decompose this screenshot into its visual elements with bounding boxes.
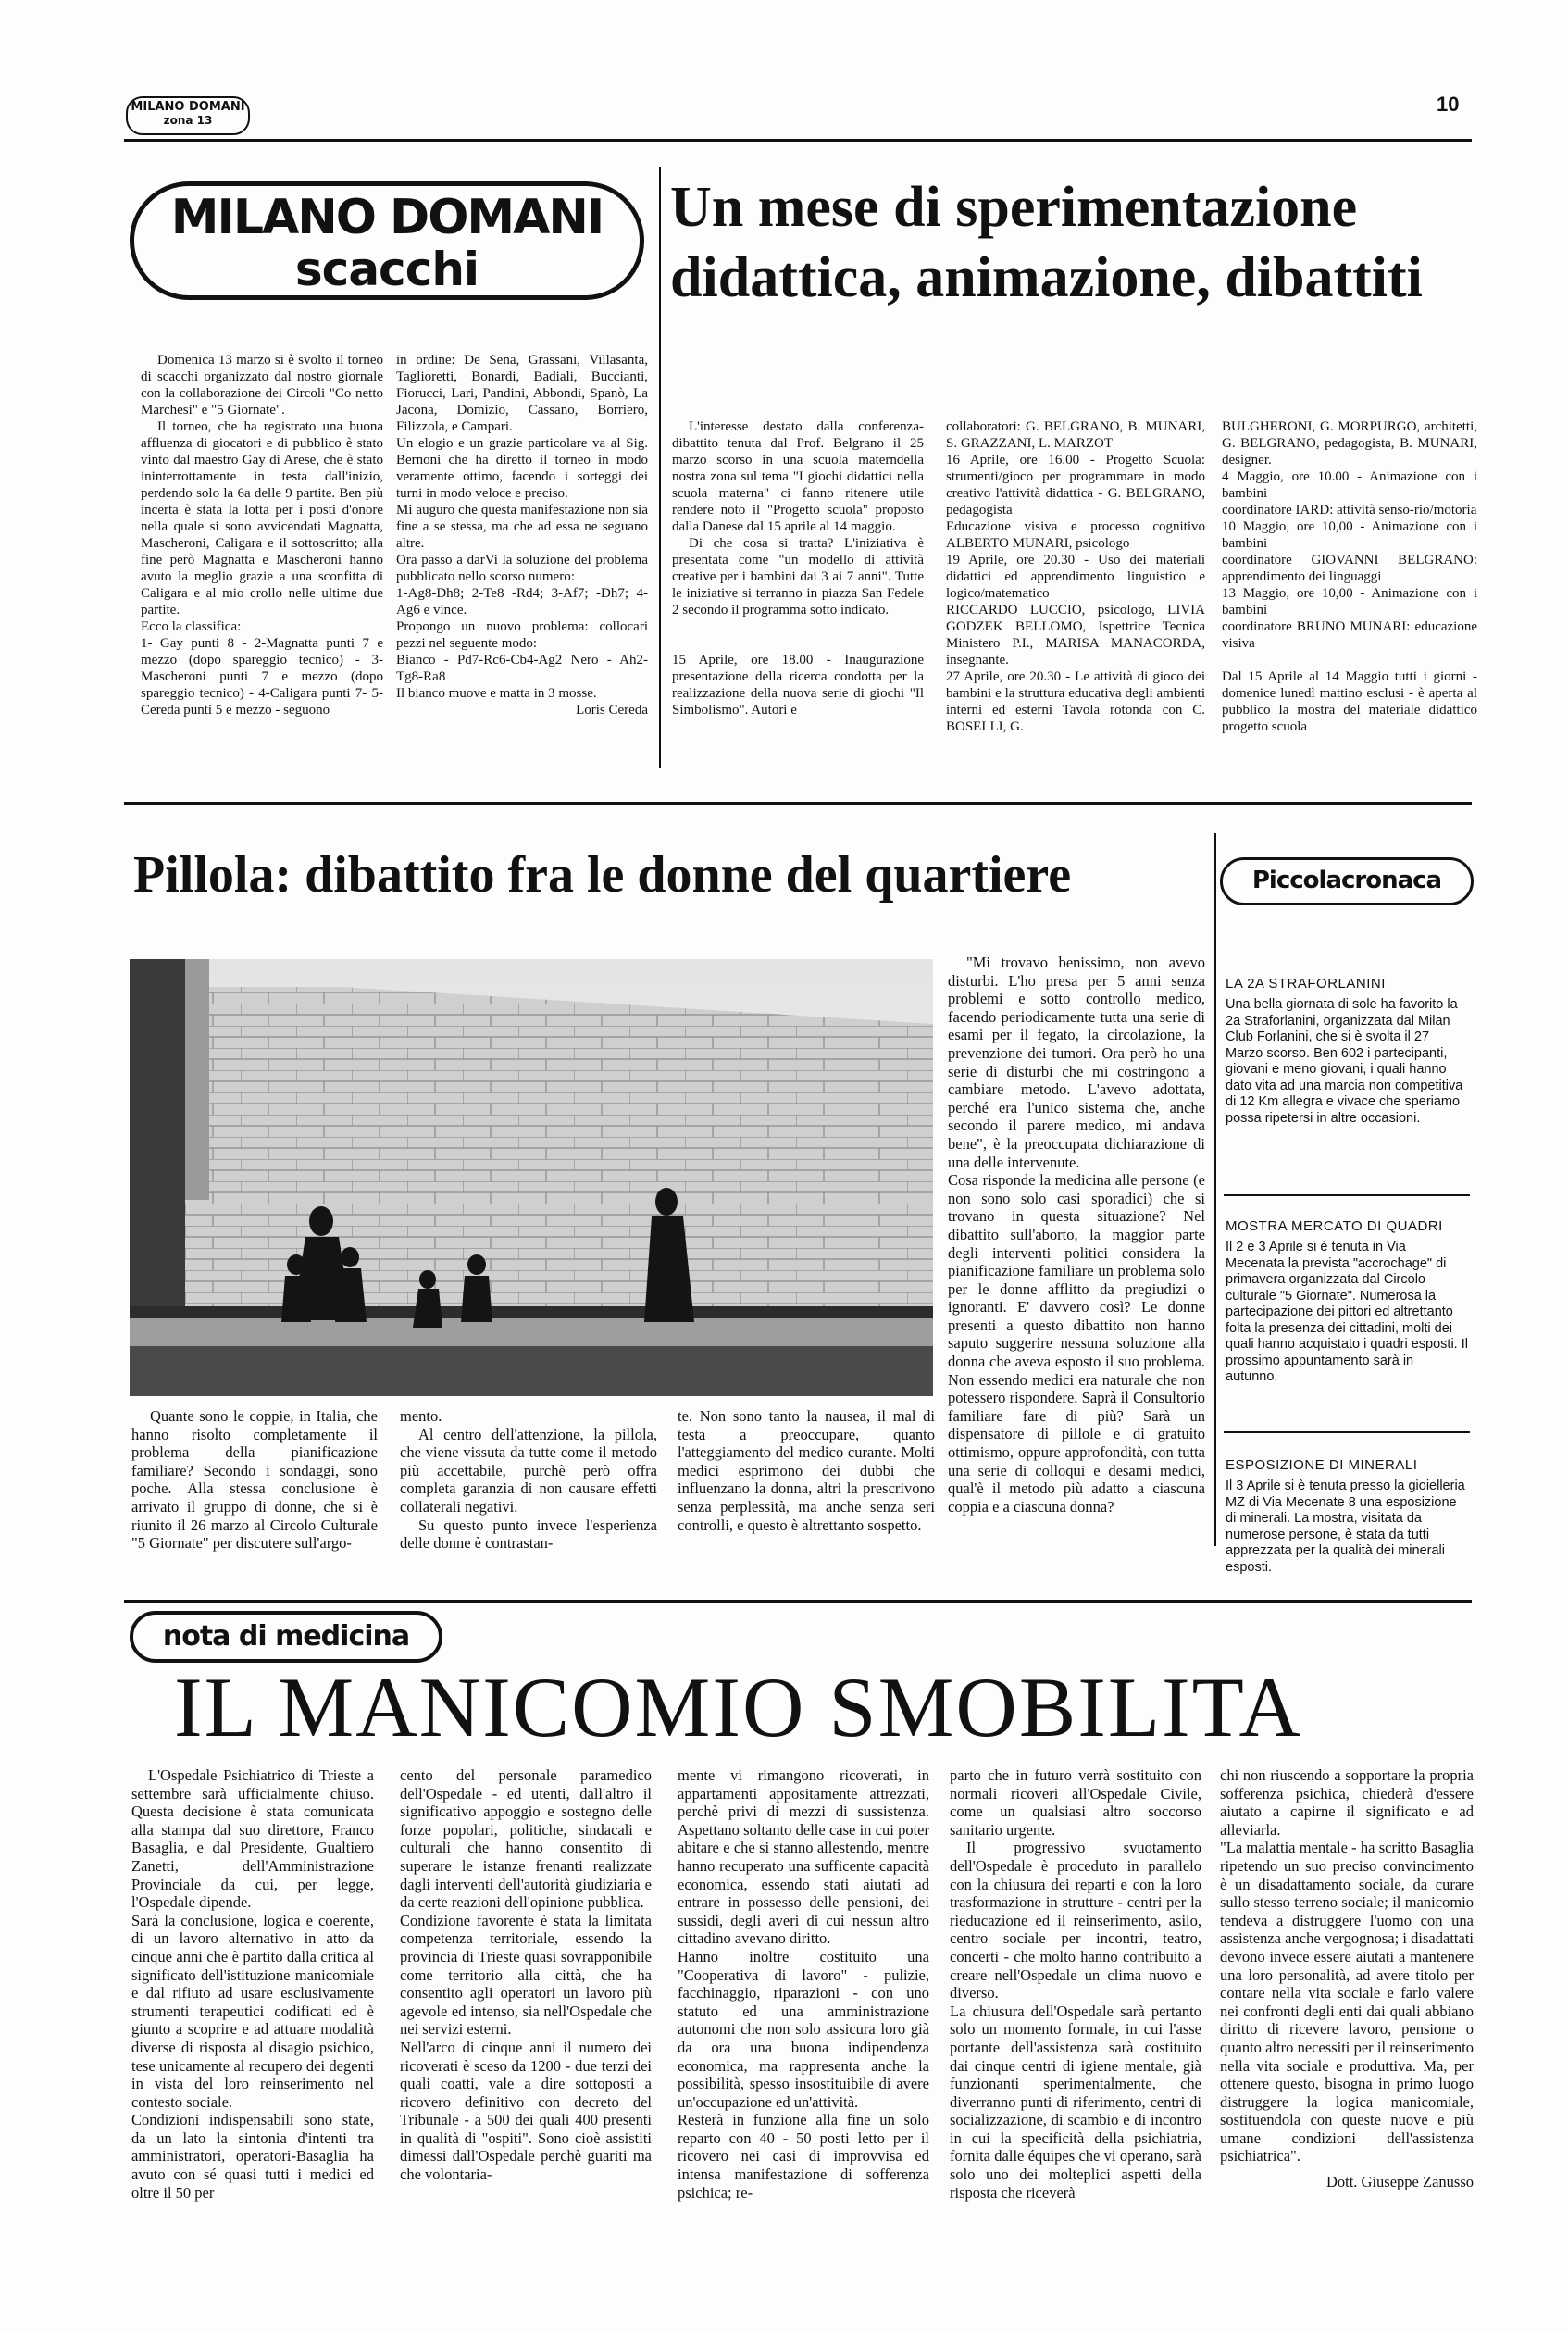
piccolacronaca-divider bbox=[1224, 1194, 1470, 1196]
manicomio-col1 bbox=[131, 1766, 374, 2211]
paragraph: Nell'arco di cinque anni il numero dei ricoverati è sceso da 1200 - due terzi dei quali coatti, vale a dire sottoposti a ricovero definitivo con decreto del Tribunale - a 500 dei quali 400 presenti in qualità di "ospiti". Sono cioè assistiti dimessi dall'Ospedale perchè guariti ma che volontaria- bbox=[400, 2038, 652, 2184]
paragraph: 10 Maggio, ore 10,00 - Animazione con i bambini bbox=[1222, 519, 1477, 551]
scacchi-logo-subtitle: scacchi bbox=[294, 243, 479, 296]
paragraph: cento del personale paramedico dell'Ospedale - ed utenti, dall'altro il significativo appoggio e sostegno delle forze popolari, politiche, sindacali e culturali che hanno consentito di superare le istanze frenanti realizzate dagli interventi dell'autorità giudiziaria e da certe reazioni dell'opinione pubblica. bbox=[400, 1766, 652, 1912]
paragraph: Dal 15 Aprile al 14 Maggio tutti i giorni - domenice lunedì mattino esclusi - è aperta al pubblico la mostra del materiale didattico progetto scuola bbox=[1222, 669, 1477, 734]
item-body: Il 3 Aprile si è tenuta presso la gioielleria MZ di Via Mecenate 8 una esposizione di minerali. La mostra, visitata da numerose persone, è stata da tutti apprezzata per la qualità dei minerali esposti. bbox=[1226, 1478, 1465, 1575]
piccolacronaca-logo bbox=[1220, 857, 1474, 905]
paragraph: parto che in futuro verrà sostituito con normali ricoveri all'Ospedale Civile, come un qualsiasi altro soccorso sanitario urgente. bbox=[950, 1766, 1201, 1839]
paragraph: Condizione favorente è stata la limitata competenza territoriale, essendo la provincia di Trieste quasi sovrapponibile come territorio alla città, che ha consentito agli operatori un lavoro più agevole ed intenso, sia nell'Ospedale che nei servizi esterni. bbox=[400, 1911, 652, 2039]
item-title: ESPOSIZIONE DI MINERALI bbox=[1226, 1457, 1418, 1473]
piccolacronaca-title: Piccolacronaca bbox=[1251, 867, 1442, 894]
paragraph: Educazione visiva e processo cognitivo ALBERTO MUNARI, psicologo bbox=[946, 519, 1205, 551]
sperimentazione-col1 bbox=[672, 418, 924, 763]
scacchi-logo-title: MILANO DOMANI bbox=[170, 190, 604, 245]
paragraph: La chiusura dell'Ospedale sarà pertanto solo un momento formale, in cui l'asse portante dell'assistenza sarà costituito dai cinque centri di igiene mentale, già funzionanti sperimentalmente, che diverranno punti di riferimento, centri di socializzazione, di scambio e di incontro in cui la specificità della psichiatria, fornita dalle équipes che vi operano, sarà solo uno dei molteplici aspetti della risposta che riceverà bbox=[950, 2002, 1201, 2202]
paragraph: 1- Gay punti 8 - 2-Magnatta punti 7 e mezzo (dopo spareggio tecnico) - 3-Mascheroni punti 7 e mezzo (dopo spareggio tecnico) - 4-Caligara punti 7- 5-Cereda punti 5 e mezzo - seguono bbox=[141, 636, 383, 717]
paragraph: RICCARDO LUCCIO, psicologo, LIVIA GODZEK BELLOMO, Ispettrice Tecnica Ministero P.I., MARISA MANACORDA, insegnante. bbox=[946, 603, 1205, 667]
manicomio-col4 bbox=[950, 1766, 1201, 2211]
paragraph: L'Ospedale Psichiatrico di Trieste a settembre sarà ufficialmente chiuso. Questa decisione è stata comunicata alla stampa dal suo direttore, Franco Basaglia, e dal Presidente, Gualtiero Zanetti, dell'Amministrazione Provinciale da cui, per legge, l'Ospedale dipende. bbox=[131, 1766, 374, 1912]
page-number: 10 bbox=[1437, 93, 1460, 116]
paragraph: Condizioni indispensabili sono state, da un lato la sintonia d'intenti tra amministratori, operatori-Basaglia ha avuto con sé quasi tutti i medici ed oltre il 50 per bbox=[131, 2111, 374, 2202]
pillola-bottom-col3 bbox=[678, 1407, 935, 1541]
paragraph: collaboratori: G. BELGRANO, B. MUNARI, S. GRAZZANI, L. MARZOT bbox=[946, 419, 1205, 451]
header-rule bbox=[124, 139, 1472, 142]
piccolacronaca-item bbox=[1226, 1457, 1468, 1576]
masthead-zone: zona 13 bbox=[163, 114, 213, 127]
paragraph: "La malattia mentale - ha scritto Basaglia ripetendo un suo preciso convincimento è un disadattamento sociale, da curare sullo stesso terreno sociale; il manicomio tendeva a distruggere l'uomo con una assistenza anche vergognosa; i disadattati devono invece essere aiutati a mantenere una loro personalità, ad avere titolo per contare nella vita sociale e farlo valere nei confronti degli enti dai quali abbiano diritto di ricevere lavoro, pensione o quanto altro necessiti per il reinserimento nella vita sociale e produttiva. Ma, per ottenere questo, bisogna in primo luogo distruggere la logica manicomiale, sostituendola con queste nuove e più umane condizioni dell'assistenza psichiatrica". bbox=[1220, 1839, 1474, 2165]
paragraph: 13 Maggio, ore 10,00 - Animazione con i bambini bbox=[1222, 586, 1477, 618]
paragraph: Domenica 13 marzo si è svolto il torneo di scacchi organizzato dal nostro giornale con la collaborazione dei Circoli "Co netto Marchesi" e "5 Giornate". bbox=[141, 353, 383, 418]
paragraph: Mi auguro che questa manifestazione non sia fine a se stessa, ma che ad essa ne seguano altre. bbox=[396, 503, 648, 551]
paragraph: Su questo punto invece l'esperienza delle donne è contrastan- bbox=[400, 1516, 657, 1553]
paragraph: 27 Aprile, ore 20.30 - Le attività di gioco dei bambini e la struttura educativa degli ambienti interni ed esterni Tavola rotonda con C. BOSELLI, G. bbox=[946, 669, 1205, 734]
paragraph: mento. bbox=[400, 1407, 442, 1425]
paragraph: 1-Ag8-Dh8; 2-Te8 -Rd4; 3-Af7; -Dh7; 4-Ag6 e vince. bbox=[396, 586, 648, 618]
paragraph: chi non riuscendo a sopportare la propria sofferenza psichica, chiederà d'essere aiutato a capirne il significato e ad alleviarla. bbox=[1220, 1766, 1474, 1839]
piccolacronaca-item bbox=[1226, 976, 1468, 1127]
scacchi-logo bbox=[130, 181, 644, 300]
paragraph: Di che cosa si tratta? L'iniziativa è presentata come "un modello di attività creative per i bambini dai 3 ai 7 anni". Tutte le iniziative si terranno in piazza San Fedele 2 secondo il programma sotto indicato. bbox=[672, 536, 924, 618]
item-title: MOSTRA MERCATO DI QUADRI bbox=[1226, 1218, 1443, 1234]
manicomio-headline: IL MANICOMIO SMOBILITA bbox=[174, 1660, 1302, 1754]
paragraph: L'interesse destato dalla conferenza-dibattito tenuta dal Prof. Belgrano il 25 marzo scorso in una scuola materndella nostra zona sul tema "I giochi didattici nella scuola materna" ci fanno ritenere utile rendere noto il "Progetto scuola" proposto dalla Danese dal 15 aprile al 14 maggio. bbox=[672, 419, 924, 534]
section-rule-1 bbox=[124, 802, 1472, 805]
masthead-badge bbox=[126, 96, 250, 135]
paragraph: 4 Maggio, ore 10.00 - Animazione con i bambini bbox=[1222, 469, 1477, 501]
paragraph: Ora passo a darVi la soluzione del problema pubblicato nello scorso numero: bbox=[396, 553, 648, 584]
paragraph: Il progressivo svuotamento dell'Ospedale è proceduto in parallelo con la chiusura dei reparti e con la loro trasformazione in strutture - centri per la rieducazione ed il reinserimento, asilo, centro sociale per incontri, teatro, concerti - che molto hanno contribuito a creare nell'Ospedale un clima nuovo e diverso. bbox=[950, 1839, 1201, 2002]
scacchi-vertical-rule bbox=[659, 167, 661, 768]
paragraph: 16 Aprile, ore 16.00 - Progetto Scuola: strumenti/gioco per programmare in modo creativo l'attività didattica - G. BELGRANO, pedagogista bbox=[946, 453, 1205, 518]
paragraph: Il torneo, che ha registrato una buona affluenza di giocatori e di pubblico è stato vinto dal maestro Gay di Arese, che è stato ininterrottamente in testa dall'inizio, perdendo solo la 6a delle 9 partite. Ben più incerta è stata la lotta per i posti d'onore nella quale si sono avvicendati Magnatta, Mascheroni, Caligara e il sottoscritto; alla fine però Magnatta e Mascheroni hanno avuto la meglio grazie a una sconfitta di Caligara e al mio crollo nelle ultime due partite. bbox=[141, 419, 383, 618]
manicomio-col5 bbox=[1220, 1766, 1474, 2202]
paragraph: Resterà in funzione alla fine un solo reparto con 40 - 50 posti letto per il ricovero nei casi di improvvisa ed intensa manifestazione di sofferenza psichica; re- bbox=[678, 2111, 929, 2202]
pillola-right-col bbox=[948, 954, 1205, 1516]
section-rule-2 bbox=[124, 1600, 1472, 1603]
signature: Dott. Giuseppe Zanusso bbox=[1325, 2173, 1474, 2191]
manicomio-col2 bbox=[400, 1766, 652, 2211]
paragraph: te. Non sono tanto la nausea, il mal di testa a preoccupare, quanto l'atteggiamento del medico curante. Molti medici esprimono dei dubbi che influenzano la donna, altri la prescrivono senza perplessità, ma anche senza seri controlli, e questo è altrettanto sospetto. bbox=[678, 1407, 935, 1534]
paragraph: Bianco - Pd7-Rc6-Cb4-Ag2 Nero - Ah2-Tg8-Ra8 bbox=[396, 653, 648, 684]
paragraph: Il bianco muove e matta in 3 mosse. bbox=[396, 686, 597, 701]
nota-di-medicina-text: nota di medicina bbox=[162, 1620, 410, 1653]
pillola-headline: Pillola: dibattito fra le donne del quartiere bbox=[133, 846, 1072, 904]
paragraph: Sarà la conclusione, logica e coerente, di un lavoro alternativo in atto da cinque anni che è partito dalla critica al significato dell'istituzione manicomiale e dal rifiuto ad usare esclusivamente strumenti terapeutici codificati ed è giunto a scoprire e ad attuare modalità diverse di risposta al disagio psichico, tese unicamente al recupero dei degenti in vista del loro reinserimento nel contesto sociale. bbox=[131, 1911, 374, 2111]
paragraph: coordinatore GIOVANNI BELGRANO: apprendimento dei linguaggi bbox=[1222, 553, 1477, 584]
piccolacronaca-divider bbox=[1224, 1431, 1470, 1433]
sperimentazione-col2 bbox=[946, 418, 1205, 763]
masthead-title: MILANO DOMANI bbox=[131, 100, 245, 114]
nota-di-medicina-label bbox=[130, 1611, 442, 1663]
signature: Loris Cereda bbox=[576, 703, 648, 717]
paragraph: coordinatore BRUNO MUNARI: educazione visiva bbox=[1222, 619, 1477, 651]
piccolacronaca-item bbox=[1226, 1218, 1468, 1386]
paragraph: Hanno inoltre costituito una "Cooperativa di lavoro" - pulizie, facchinaggio, riparazioni - con uno statuto ed una amministrazione autonomi che non solo assicura loro già da ora una buona indipendenza economica, ma rappresenta anche la possibilità, spesso insostituibile di avere un'occupazione ed un'attività. bbox=[678, 1947, 929, 2111]
paragraph: Propongo un nuovo problema: collocari pezzi nel seguente modo: bbox=[396, 619, 648, 651]
scacchi-col1 bbox=[141, 352, 383, 759]
paragraph: Un elogio e un grazie particolare va al Sig. Bernoni che ha diretto il torneo in modo veramente ottimo, facendo i sorteggi dei turni in modo veloce e preciso. bbox=[396, 436, 648, 501]
paragraph: 19 Aprile, ore 20.30 - Uso dei materiali didattici ed apprendimento linguistico e logico/matematico bbox=[946, 553, 1205, 601]
paragraph: in ordine: De Sena, Grassani, Villasanta, Taglioretti, Bonardi, Badiali, Buccianti, Fiorucci, Lari, Pandini, Abbondi, Spanò, La Jacona, Domizio, Cassano, Borriero, Filizzola, e Campari. bbox=[396, 353, 648, 434]
sperimentazione-col3 bbox=[1222, 418, 1477, 763]
paragraph: "Mi trovavo benissimo, non avevo disturbi. L'ho presa per 5 anni senza problemi e sotto controllo medico, facendo periodicamente tutta una serie di esami per il fegato, la circolazione, la prevenzione dei tumori. Ora però ho una serie di disturbi che mi costringono a cambiare metodo. L'avevo adottata, perché era l'unico sistema che, anche secondo il parere medico, mi andava bene", è la preoccupata dichiarazione di una delle intervenute. bbox=[948, 954, 1205, 1171]
paragraph: mente vi rimangono ricoverati, in appartamenti appositamente attrezzati, perchè privi di mezzi di sussistenza. Aspettano soltanto delle case in cui poter abitare e che si stanno allestendo, mentre hanno recuperato una sufficente capacità economica, essendo stati aiutati ad entrare in possesso delle pensioni, dei sussidi, degli averi di cui nessun altro cittadino avevano diritto. bbox=[678, 1766, 929, 1948]
manicomio-col3 bbox=[678, 1766, 929, 2211]
paragraph: coordinatore IARD: attività senso-rio/motoria bbox=[1222, 503, 1477, 518]
paragraph: Ecco la classifica: bbox=[141, 619, 242, 634]
pillola-bottom-col2 bbox=[400, 1407, 657, 1553]
sperimentazione-headline: Un mese di sperimentazione didattica, animazione, dibattiti bbox=[670, 176, 1423, 309]
paragraph: Cosa risponde la medicina alle persone (e non sono solo casi sporadici) che si trovano in questa situazione? Nel dibattito sull'aborto, la maggior parte degli interventi politici considera la pianificazione familiare un problema solo per le donne afflitto da pregiudizi o ignoranti. E' davvero così? Le donne presenti a questo dibattito non hanno saputo suggerire nessuna soluzione alla donna che aveva esposto il suo problema. Non essendo medici era naturale che non potessero rispondere. Saprà il Consultorio familiare fare di più? Sarà un dispensatore di pillole e di gratuito ottimismo, oppure approfondità, con tutta una serie di colloqui e desami medici, qual'è il metodo più adatto a ciascuna coppia e a ciascuna donna? bbox=[948, 1171, 1205, 1516]
paragraph: 15 Aprile, ore 18.00 - Inaugurazione presentazione della ricerca condotta per la realizzazione della nuova serie di giochi "Il Simbolismo". Autori e bbox=[672, 653, 924, 717]
piccolacronaca-vertical-rule bbox=[1214, 833, 1216, 1546]
scacchi-col2 bbox=[396, 352, 648, 759]
paragraph: Quante sono le coppie, in Italia, che hanno risolto completamente il problema della pianificazione familiare? Secondo i sondaggi, sono poche. Alla stessa conclusione è arrivato il gruppo di donne, che si è riunito il 26 marzo al Circolo Culturale "5 Giornate" per discutere sull'argo- bbox=[131, 1407, 378, 1553]
pillola-photo bbox=[130, 959, 933, 1396]
pillola-bottom-col1 bbox=[131, 1407, 378, 1553]
item-body: Una bella giornata di sole ha favorito la 2a Straforlanini, organizzata dal Milan Club Forlanini, che si è svolta il 27 Marzo scorso. Ben 602 i partecipanti, giovani e meno giovani, i quali hanno dato vita ad una marcia non competitiva di 12 Km allegra e vivace che speriamo possa ripetersi in altre occasioni. bbox=[1226, 997, 1463, 1126]
paragraph: Al centro dell'attenzione, la pillola, che viene vissuta da tutte come il metodo più accettabile, purchè però offra completa garanzia di non causare effetti collaterali negativi. bbox=[400, 1425, 657, 1516]
item-title: LA 2A STRAFORLANINI bbox=[1226, 976, 1386, 992]
paragraph: BULGHERONI, G. MORPURGO, architetti, G. BELGRANO, pedagogista, B. MUNARI, designer. bbox=[1222, 419, 1477, 468]
item-body: Il 2 e 3 Aprile si è tenuta in Via Mecenata la prevista "accrochage" di primavera organizzata dal Circolo culturale "5 Giornate". Numerosa la partecipazione dei pittori ed altrettanto folta la presenza dei cittadini, molti dei quali hanno acquistato i quadri esposti. Il prossimo appuntamento sarà in autunno. bbox=[1226, 1240, 1468, 1384]
